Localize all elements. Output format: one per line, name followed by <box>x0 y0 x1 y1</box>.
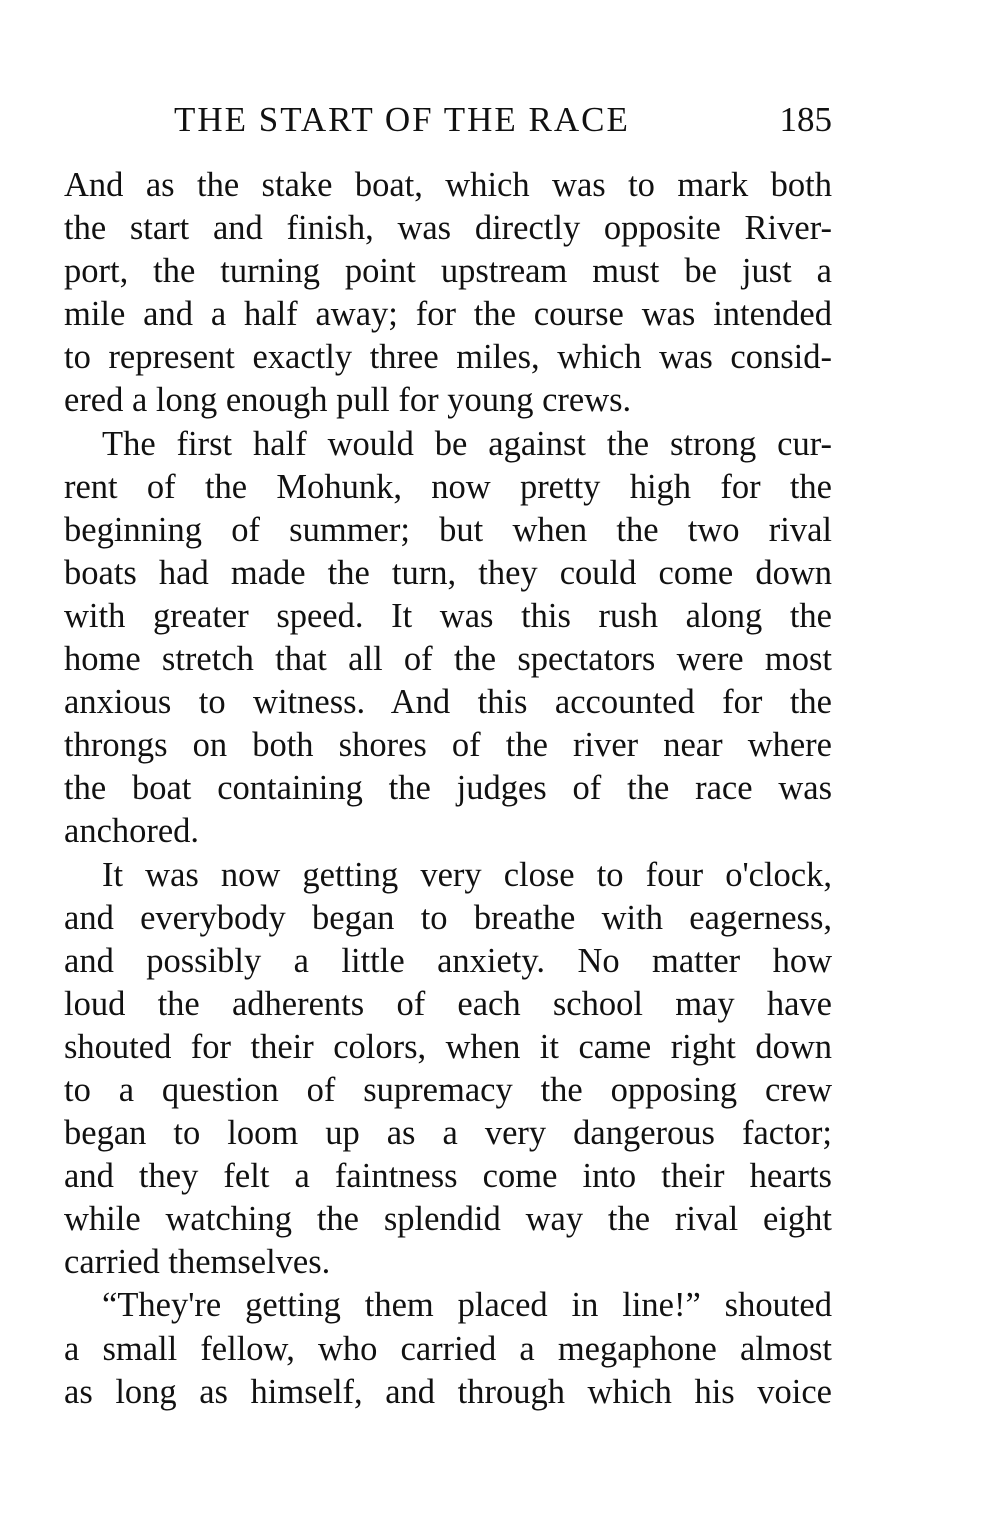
paragraph-first-half <box>64 423 832 854</box>
text-line: anxious to witness. And this accounted for the <box>64 683 832 722</box>
page-number: 185 <box>779 100 832 139</box>
text-line: began to loom up as a very dangerous factor; <box>64 1114 832 1153</box>
text-line: “They're getting them placed in line!” shouted <box>102 1286 832 1325</box>
text-line: And as the stake boat, which was to mark both <box>64 166 832 204</box>
text-line: carried themselves. <box>64 1243 331 1282</box>
text-line: shouted for their colors, when it came right down <box>64 1027 832 1066</box>
text-line: port, the turning point upstream must be just a <box>64 252 832 291</box>
text-line: while watching the splendid way the rival eight <box>64 1200 832 1239</box>
text-line: ered a long enough pull for young crews. <box>64 381 632 420</box>
text-line: as long as himself, and through which his voice <box>64 1372 832 1411</box>
text-line: and possibly a little anxiety. No matter how <box>64 941 832 980</box>
text-line: loud the adherents of each school may have <box>64 984 832 1023</box>
text-line: and everybody began to breathe with eagerness, <box>64 898 832 937</box>
text-line: anchored. <box>64 812 200 851</box>
text-line: The first half would be against the strong cur- <box>102 424 832 463</box>
text-line: throngs on both shores of the river near where <box>64 726 832 765</box>
text-line: mile and a half away; for the course was intended <box>64 295 832 334</box>
text-line: to a question of supremacy the opposing crew <box>64 1070 832 1109</box>
text-line: to represent exactly three miles, which was consid- <box>64 338 832 377</box>
text-line: beginning of summer; but when the two rival <box>64 510 832 549</box>
running-title: THE START OF THE RACE <box>174 100 630 139</box>
text-line: a small fellow, who carried a megaphone almost <box>64 1329 832 1368</box>
text-line: rent of the Mohunk, now pretty high for the <box>64 467 832 506</box>
paragraph-four-oclock <box>64 854 832 1285</box>
text-line: with greater speed. It was this rush along the <box>64 596 832 635</box>
paragraph-megaphone <box>64 1284 832 1413</box>
paragraph-stake-boat <box>64 164 832 423</box>
text-line: It was now getting very close to four o'clock, <box>102 855 832 894</box>
running-head <box>64 96 832 144</box>
text-line: home stretch that all of the spectators were most <box>64 640 832 679</box>
text-line: and they felt a faintness come into their hearts <box>64 1157 832 1196</box>
text-line: the boat containing the judges of the race was <box>64 769 832 808</box>
text-line: boats had made the turn, they could come down <box>64 553 832 592</box>
text-line: the start and finish, was directly opposite River- <box>64 209 832 248</box>
body-text <box>64 164 832 1414</box>
